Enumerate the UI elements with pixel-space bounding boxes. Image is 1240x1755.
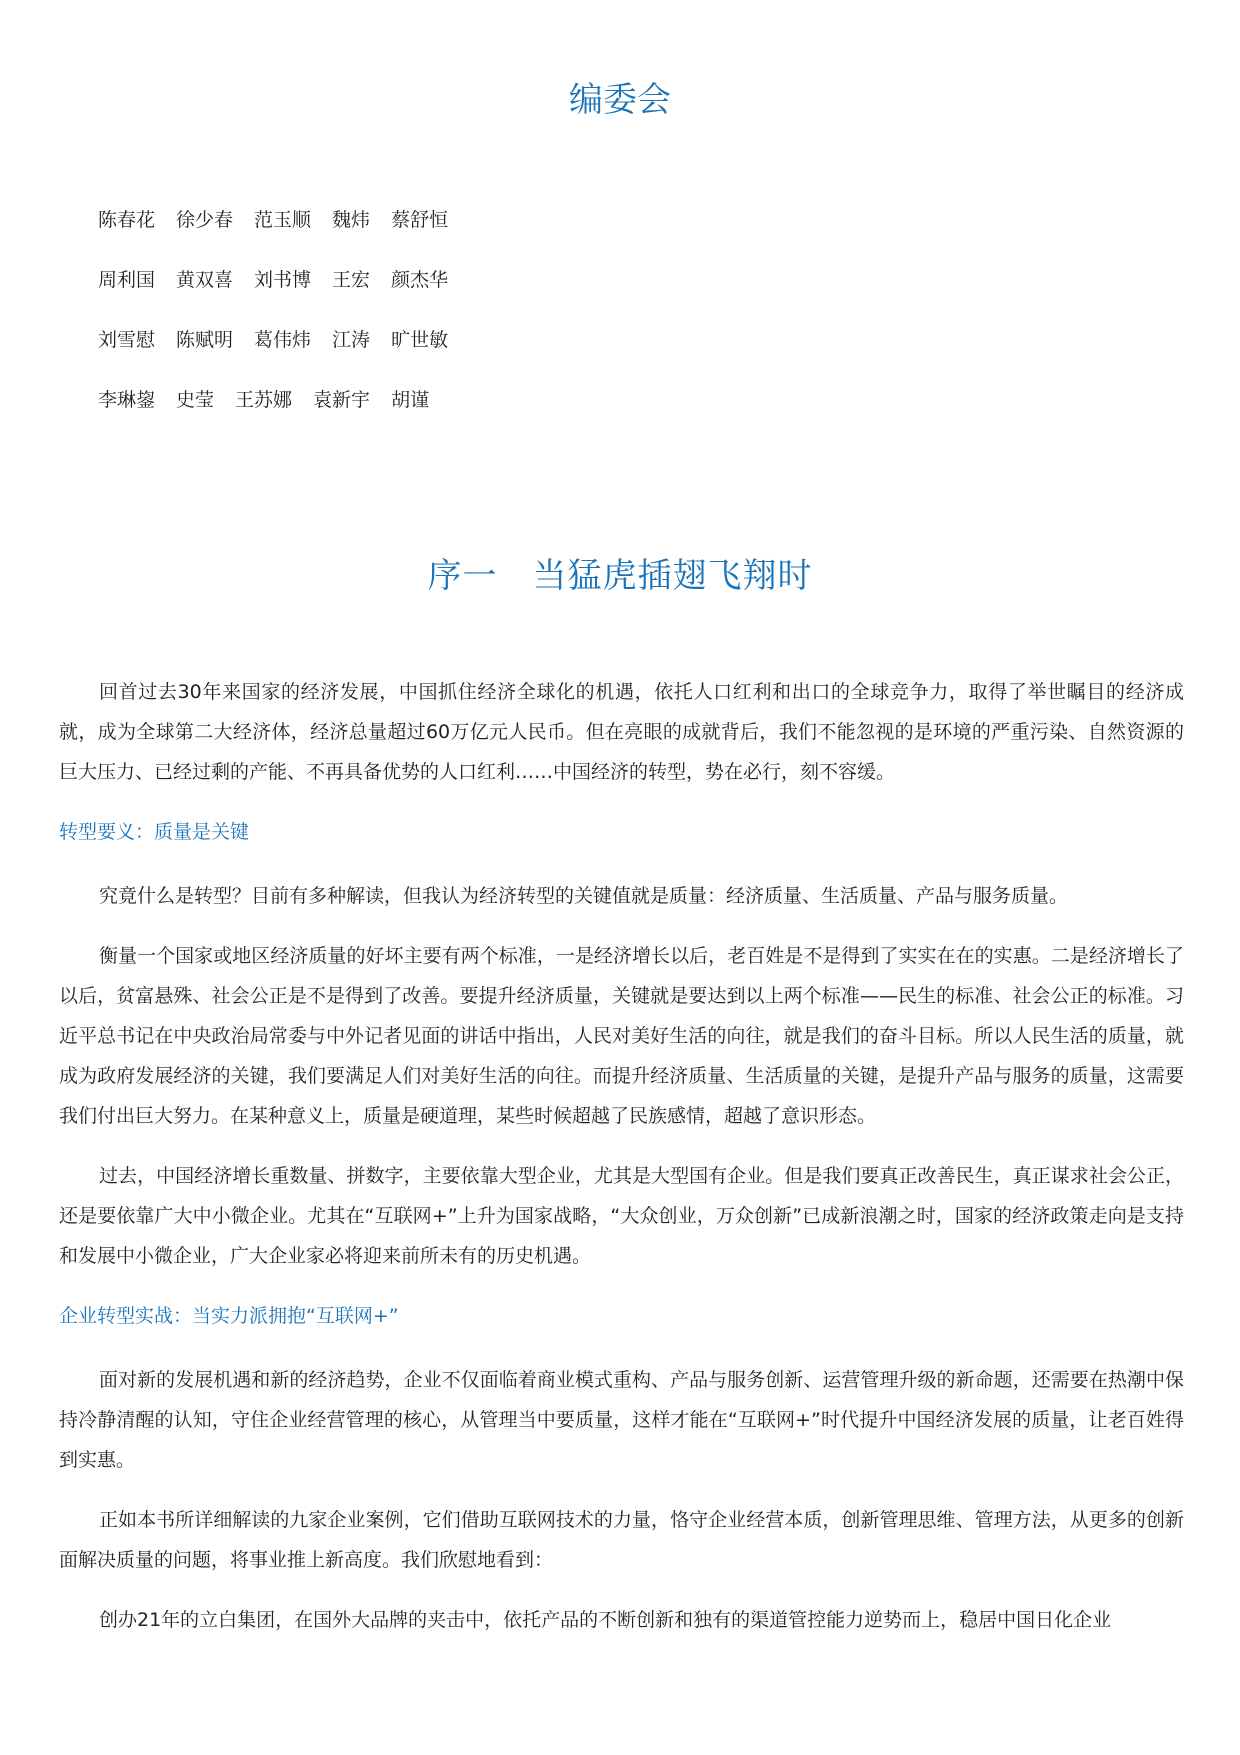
committee-member: 江涛 (332, 329, 371, 351)
committee-member: 黄双喜 (176, 269, 234, 291)
paragraph: 回首过去30年来国家的经济发展，中国抓住经济全球化的机遇，依托人口红利和出口的全球竞争力，取得了举世瞩目的经济成就，成为全球第二大经济体，经济总量超过60万亿元人民币。但在亮眼的成就背后，我们不能忽视的是环境的严重污染、自然资源的巨大压力、已经过剩的产能、不再具备优势的人口红利……中国经济的转型，势在必行，刻不容缓。 (59, 681, 1184, 783)
committee-member: 葛伟炜 (254, 329, 312, 351)
paragraph: 衡量一个国家或地区经济质量的好坏主要有两个标准，一是经济增长以后，老百姓是不是得到了实实在在的实惠。二是经济增长了以后，贫富悬殊、社会公正是不是得到了改善。要提升经济质量，关键就是要达到以上两个标准——民生的标准、社会公正的标准。习近平总书记在中央政治局常委与中外记者见面的讲话中指出，人民对美好生活的向往，就是我们的奋斗目标。所以人民生活的质量，就成为政府发展经济的关键，我们要满足人们对美好生活的向往。而提升经济质量、生活质量的关键，是提升产品与服务的质量，这需要我们付出巨大努力。在某种意义上，质量是硬道理，某些时候超越了民族感情，超越了意识形态。 (59, 945, 1184, 1127)
committee-member: 旷世敏 (391, 329, 449, 351)
committee-member: 魏炜 (332, 209, 371, 231)
committee-member: 陈春花 (98, 209, 156, 231)
paragraph: 正如本书所详细解读的九家企业案例，它们借助互联网技术的力量，恪守企业经营本质，创新管理思维、管理方法，从更多的创新面解决质量的问题，将事业推上新高度。我们欣慰地看到： (59, 1509, 1184, 1571)
committee-member: 徐少春 (176, 209, 234, 231)
committee-row (98, 380, 469, 440)
paragraph: 究竟什么是转型？目前有多种解读，但我认为经济转型的关键值就是质量：经济质量、生活质量、产品与服务质量。 (99, 885, 1069, 907)
committee-member: 周利国 (98, 269, 156, 291)
preface-body (59, 672, 1184, 1660)
committee-row (98, 320, 469, 380)
committee-member: 王宏 (332, 269, 371, 291)
section-heading: 企业转型实战：当实力派拥抱“互联网+” (59, 1305, 399, 1327)
committee-row (98, 200, 469, 260)
committee-member: 陈赋明 (176, 329, 234, 351)
paragraph: 创办21年的立白集团，在国外大品牌的夹击中，依托产品的不断创新和独有的渠道管控能力逆势而上，稳居中国日化企业 (99, 1609, 1112, 1631)
committee-member: 王苏娜 (235, 389, 293, 411)
committee-member: 袁新宇 (313, 389, 371, 411)
paragraph: 过去，中国经济增长重数量、拼数字，主要依靠大型企业，尤其是大型国有企业。但是我们要真正改善民生，真正谋求社会公正，还是要依靠广大中小微企业。尤其在“互联网+”上升为国家战略，“大众创业，万众创新”已成新浪潮之时，国家的经济政策走向是支持和发展中小微企业，广大企业家必将迎来前所未有的历史机遇。 (59, 1165, 1184, 1267)
preface-title: 序一 当猛虎插翅飞翔时 (427, 556, 813, 596)
committee-member: 刘书博 (254, 269, 312, 291)
committee-member: 胡谨 (391, 389, 430, 411)
paragraph: 面对新的发展机遇和新的经济趋势，企业不仅面临着商业模式重构、产品与服务创新、运营管理升级的新命题，还需要在热潮中保持冷静清醒的认知，守住企业经营管理的核心，从管理当中要质量，这样才能在“互联网+”时代提升中国经济发展的质量，让老百姓得到实惠。 (59, 1369, 1184, 1471)
committee-row (98, 260, 469, 320)
section-heading: 转型要义：质量是关键 (59, 821, 250, 843)
committee-member: 范玉顺 (254, 209, 312, 231)
committee-member: 史莹 (176, 389, 215, 411)
committee-member: 颜杰华 (391, 269, 449, 291)
committee-member: 李琳鋆 (98, 389, 156, 411)
committee-title: 编委会 (569, 80, 671, 120)
committee-list (98, 200, 469, 440)
committee-member: 刘雪慰 (98, 329, 156, 351)
committee-member: 蔡舒恒 (391, 209, 449, 231)
